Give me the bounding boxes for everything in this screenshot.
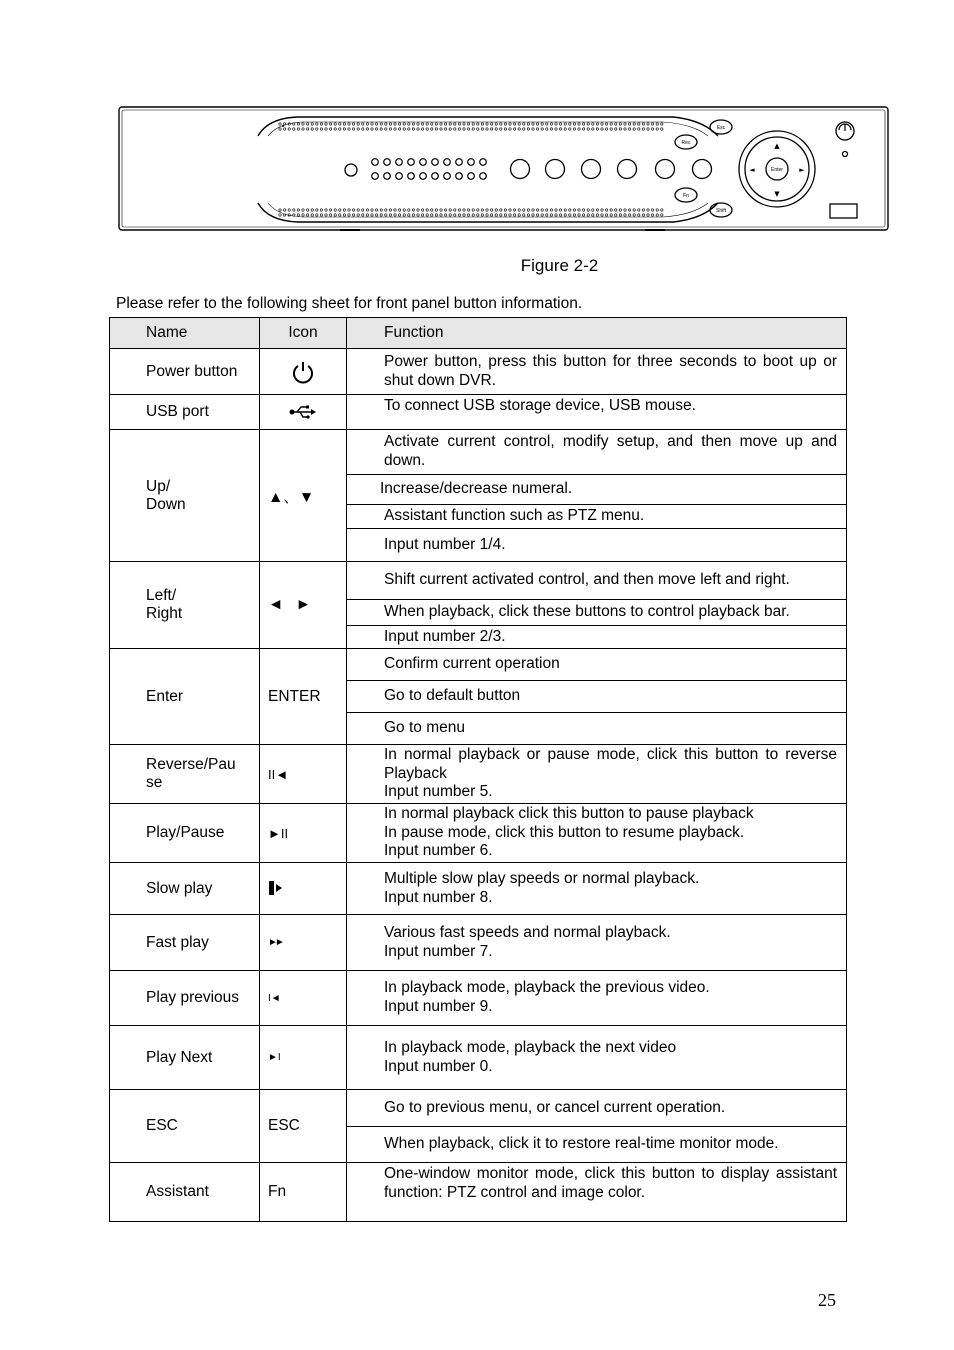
- esc-label: Esc: [716, 125, 726, 131]
- row-name: ESC: [110, 1090, 260, 1163]
- dvr-front-panel-figure: [118, 106, 890, 233]
- row-function: In normal playback click this button to pause playback In pause mode, click this button to resume playback. Input number 6.: [347, 804, 847, 863]
- row-function: Shift current activated control, and then move left and right.: [347, 562, 847, 600]
- fn-label-cell: Fn: [260, 1163, 347, 1222]
- table-row: [110, 395, 847, 430]
- page-number: 25: [818, 1290, 836, 1310]
- header-name: Name: [110, 318, 260, 349]
- play-pause-icon: ►II: [260, 804, 347, 863]
- reverse-pause-icon: II◄: [260, 745, 347, 804]
- row-name: Up/ Down: [110, 430, 260, 562]
- row-name: USB port: [110, 395, 260, 430]
- row-function: When playback, click it to restore real-time monitor mode.: [347, 1127, 847, 1163]
- figure-caption: Figure 2-2: [520, 256, 599, 275]
- row-name: Slow play: [110, 863, 260, 915]
- header-function: Function: [347, 318, 847, 349]
- rec-label: Rec: [681, 140, 691, 146]
- row-function: Various fast speeds and normal playback. Input number 7.: [347, 915, 847, 971]
- play-previous-icon: I◄: [260, 971, 347, 1026]
- row-name: Left/ Right: [110, 562, 260, 649]
- slow-play-icon: [268, 880, 284, 896]
- row-function: Multiple slow play speeds or normal playback. Input number 8.: [347, 863, 847, 915]
- table-row: [110, 649, 847, 681]
- fn-label: Fn: [683, 193, 689, 199]
- row-function: Assistant function such as PTZ menu.: [347, 505, 847, 529]
- shift-label: Shift: [715, 208, 727, 214]
- svg-text:▲: ▲: [774, 142, 780, 150]
- table-row: [110, 804, 847, 863]
- svg-text:►: ►: [799, 166, 805, 174]
- row-function: Go to previous menu, or cancel current operation.: [347, 1090, 847, 1127]
- table-row: [110, 1090, 847, 1127]
- row-function: In normal playback or pause mode, click this button to reverse Playback Input number 5.: [347, 745, 847, 804]
- row-function: To connect USB storage device, USB mouse.: [347, 395, 847, 430]
- left-right-arrows-icon: ◄ ►: [260, 562, 347, 649]
- row-function: Go to default button: [347, 681, 847, 713]
- table-header-row: [110, 318, 847, 349]
- row-name: Fast play: [110, 915, 260, 971]
- table-row: [110, 745, 847, 804]
- intro-text: Please refer to the following sheet for front panel button information.: [116, 295, 583, 312]
- up-down-arrows-icon: ▲、▼: [260, 430, 347, 562]
- row-function: One-window monitor mode, click this button to display assistant function: PTZ control and image color.: [347, 1163, 847, 1222]
- svg-text:◄: ◄: [749, 166, 755, 174]
- row-function: Increase/decrease numeral.: [347, 475, 847, 505]
- row-function: Input number 1/4.: [347, 529, 847, 562]
- row-name: Play Next: [110, 1026, 260, 1090]
- row-function: When playback, click these buttons to control playback bar.: [347, 600, 847, 626]
- row-name: Play previous: [110, 971, 260, 1026]
- row-function: Activate current control, modify setup, and then move up and down.: [347, 430, 847, 475]
- table-row: [110, 562, 847, 600]
- table-row: [110, 1163, 847, 1222]
- row-name: Power button: [110, 349, 260, 395]
- fast-play-icon: ►►: [260, 915, 347, 971]
- table-row: [110, 349, 847, 395]
- row-function: Power button, press this button for three seconds to boot up or shut down DVR.: [347, 349, 847, 395]
- row-function: In playback mode, playback the next video Input number 0.: [347, 1026, 847, 1090]
- row-name: Reverse/Pau se: [110, 745, 260, 804]
- front-panel-button-table: [109, 317, 847, 1222]
- row-name: Assistant: [110, 1163, 260, 1222]
- row-function: In playback mode, playback the previous video. Input number 9.: [347, 971, 847, 1026]
- play-next-icon: ►I: [260, 1026, 347, 1090]
- enter-label: Enter: [771, 167, 783, 173]
- table-row: [110, 430, 847, 475]
- svg-text:▼: ▼: [774, 190, 780, 198]
- row-name: Enter: [110, 649, 260, 745]
- table-row: [110, 863, 847, 915]
- table-row: [110, 971, 847, 1026]
- table-row: [110, 915, 847, 971]
- power-icon: [290, 359, 316, 385]
- table-row: [110, 1026, 847, 1090]
- enter-label-cell: ENTER: [260, 649, 347, 745]
- header-icon: Icon: [260, 318, 347, 349]
- row-function: Input number 2/3.: [347, 626, 847, 649]
- row-name: Play/Pause: [110, 804, 260, 863]
- esc-label-cell: ESC: [260, 1090, 347, 1163]
- usb-icon: [289, 405, 317, 419]
- row-function: Confirm current operation: [347, 649, 847, 681]
- row-function: Go to menu: [347, 713, 847, 745]
